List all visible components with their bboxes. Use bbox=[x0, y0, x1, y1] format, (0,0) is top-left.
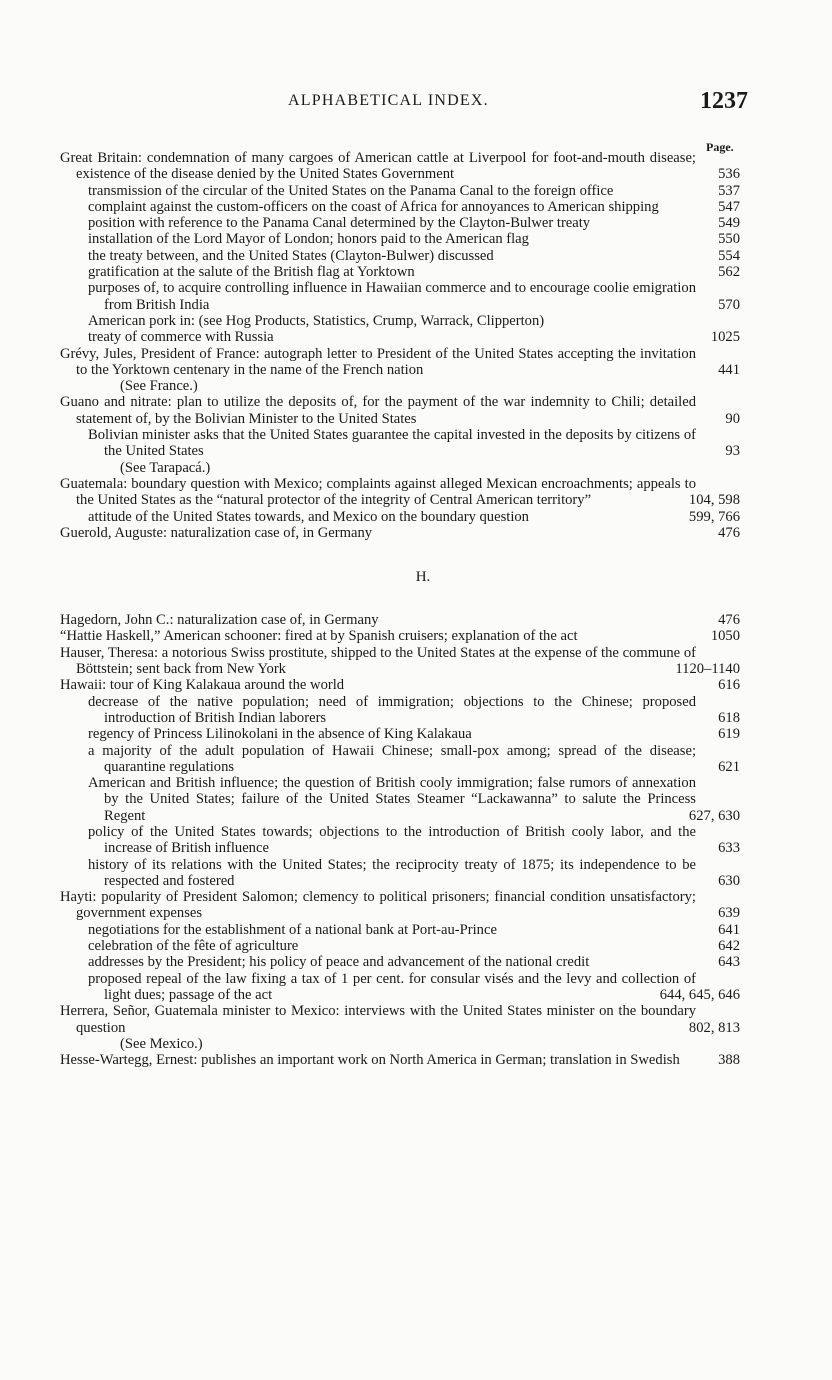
index-entry bbox=[88, 922, 740, 938]
entry-page: 549 bbox=[718, 215, 740, 232]
index-entry bbox=[88, 694, 740, 727]
entry-text: position with reference to the Panama Canal determined by the Clayton-Bulwer treaty bbox=[88, 215, 591, 232]
entry-text: treaty of commerce with Russia bbox=[88, 329, 274, 346]
page-column-label: Page. bbox=[706, 140, 734, 154]
index-entry bbox=[60, 645, 740, 678]
entry-page: 627, 630 bbox=[688, 807, 740, 824]
index-entry bbox=[88, 248, 740, 264]
index-entry bbox=[60, 525, 740, 541]
entry-text: (See France.) bbox=[120, 378, 198, 395]
entry-text: gratification at the salute of the British flag at Yorktown bbox=[88, 264, 415, 281]
entry-page: 639 bbox=[718, 905, 740, 922]
entry-text: Guerold, Auguste: naturalization case of, in Germany bbox=[60, 524, 373, 541]
entry-text: decrease of the native population; need of immigration; objections to the Chinese; proposed introduction of British Indian laborers bbox=[88, 693, 696, 726]
entry-text: Hauser, Theresa: a notorious Swiss prostitute, shipped to the United States at the expense of the commune of Böttstein; sent back from New York bbox=[60, 644, 696, 678]
entry-page: 93 bbox=[725, 443, 740, 460]
entry-page: 633 bbox=[718, 840, 740, 857]
index-entry bbox=[88, 857, 740, 890]
index-entry bbox=[88, 743, 740, 776]
entry-text: (See Tarapacá.) bbox=[120, 459, 211, 476]
entry-page: 537 bbox=[718, 182, 740, 199]
entry-page: 1025 bbox=[710, 329, 740, 346]
index-entry bbox=[88, 280, 740, 313]
entry-page: 618 bbox=[718, 709, 740, 726]
entry-page: 802, 813 bbox=[688, 1019, 740, 1036]
entry-page: 643 bbox=[718, 954, 740, 971]
entry-page: 388 bbox=[718, 1052, 740, 1069]
entry-text: Hagedorn, John C.: naturalization case of, in Germany bbox=[60, 612, 379, 629]
index-list-g bbox=[0, 150, 832, 541]
entry-text: addresses by the President; his policy of peace and advancement of the national credit bbox=[88, 954, 590, 971]
index-entry bbox=[88, 231, 740, 247]
index-entry bbox=[60, 346, 740, 379]
index-entry bbox=[60, 1003, 740, 1036]
index-entry bbox=[88, 183, 740, 199]
entry-page: 476 bbox=[718, 612, 740, 629]
running-head-title: ALPHABETICAL INDEX. bbox=[288, 92, 489, 109]
index-entry bbox=[60, 1052, 740, 1068]
index-entry bbox=[88, 313, 740, 329]
entry-page: 536 bbox=[718, 166, 740, 183]
index-entry bbox=[88, 427, 740, 460]
index-entry bbox=[88, 509, 740, 525]
entry-text: Herrera, Señor, Guatemala minister to Mexico: interviews with the United States minister on the boundary question bbox=[60, 1003, 696, 1036]
entry-page: 90 bbox=[725, 410, 740, 427]
entry-text: (See Mexico.) bbox=[120, 1035, 203, 1052]
index-entry bbox=[88, 775, 740, 824]
entry-text: Hesse-Wartegg, Ernest: publishes an important work on North America in German; translation in Swedish bbox=[60, 1052, 680, 1069]
entry-page: 1050 bbox=[710, 628, 740, 645]
index-entry bbox=[88, 215, 740, 231]
entry-page: 562 bbox=[718, 264, 740, 281]
index-entry bbox=[60, 476, 740, 509]
entry-text: American and British influence; the question of British cooly immigration; false rumors of annexation by the United States; failure of the United States Steamer “Lackawanna” to salute the Princess Regent bbox=[88, 775, 696, 824]
entry-page: 619 bbox=[718, 726, 740, 743]
entry-text: policy of the United States towards; objections to the introduction of British cooly labor, and the increase of British influence bbox=[88, 823, 696, 857]
entry-page: 616 bbox=[718, 677, 740, 694]
entry-text: transmission of the circular of the United States on the Panama Canal to the foreign office bbox=[88, 182, 614, 199]
index-entry bbox=[60, 150, 740, 183]
entry-text: “Hattie Haskell,” American schooner: fired at by Spanish cruisers; explanation of the act bbox=[60, 628, 578, 645]
entry-text: purposes of, to acquire controlling influence in Hawaiian commerce and to encourage coolie emigration from British India bbox=[88, 280, 696, 313]
index-entry bbox=[88, 938, 740, 954]
entry-text: Great Britain: condemnation of many cargoes of American cattle at Liverpool for foot-and-mouth disease; existence of the disease denied by the United States Government bbox=[60, 150, 696, 183]
index-entry bbox=[88, 199, 740, 215]
entry-text: Hayti: popularity of President Salomon; clemency to political prisoners; financial condition unsatisfactory; government expenses bbox=[60, 889, 696, 922]
index-body bbox=[0, 150, 832, 1068]
entry-page: 642 bbox=[718, 938, 740, 955]
index-entry bbox=[60, 394, 740, 427]
entry-page: 104, 598 bbox=[688, 492, 740, 509]
entry-page: 570 bbox=[718, 296, 740, 313]
entry-text: history of its relations with the United States; the reciprocity treaty of 1875; its independence to be respected and fostered bbox=[88, 856, 696, 889]
index-entry bbox=[88, 264, 740, 280]
entry-text: negotiations for the establishment of a national bank at Port-au-Prince bbox=[88, 921, 497, 938]
entry-page: 1120–1140 bbox=[675, 661, 740, 678]
entry-page: 476 bbox=[718, 524, 740, 541]
index-list-h bbox=[0, 612, 832, 1068]
entry-text: Grévy, Jules, President of France: autograph letter to President of the United States accepting the invitation to the Yorktown centenary in the name of the French nation bbox=[60, 345, 696, 378]
entry-text: proposed repeal of the law fixing a tax of 1 per cent. for consular visés and the levy and collection of light dues; passage of the act bbox=[88, 970, 696, 1003]
entry-page: 621 bbox=[718, 758, 740, 775]
index-entry bbox=[88, 971, 740, 1004]
entry-page: 641 bbox=[718, 921, 740, 938]
entry-text: Guatemala: boundary question with Mexico; complaints against alleged Mexican encroachments; appeals to the United States as the “natural protector of the integrity of Central American territory” bbox=[60, 475, 696, 509]
entry-text: complaint against the custom-officers on the coast of Africa for annoyances to American shipping bbox=[88, 198, 659, 215]
index-entry bbox=[60, 612, 740, 628]
entry-text: Guano and nitrate: plan to utilize the deposits of, for the payment of the war indemnity to Chili; detailed statement of, by the Bolivian Minister to the United States bbox=[60, 394, 696, 427]
entry-text: Bolivian minister asks that the United States guarantee the capital invested in the deposits by citizens of the United States bbox=[88, 427, 696, 460]
entry-text: celebration of the fête of agriculture bbox=[88, 938, 299, 955]
index-entry bbox=[88, 726, 740, 742]
entry-page: 644, 645, 646 bbox=[659, 986, 740, 1003]
entry-text: a majority of the adult population of Hawaii Chinese; small-pox among; spread of the disease; quarantine regulations bbox=[88, 742, 696, 775]
index-entry bbox=[60, 677, 740, 693]
index-entry bbox=[88, 954, 740, 970]
page-number: 1237 bbox=[700, 88, 748, 114]
entry-text: American pork in: (see Hog Products, Statistics, Crump, Warrack, Clipperton) bbox=[88, 312, 545, 329]
index-entry bbox=[120, 378, 740, 394]
entry-text: installation of the Lord Mayor of London; honors paid to the American flag bbox=[88, 231, 529, 248]
entry-page: 599, 766 bbox=[688, 508, 740, 525]
entry-text: attitude of the United States towards, and Mexico on the boundary question bbox=[88, 508, 529, 525]
index-entry bbox=[60, 628, 740, 644]
index-entry bbox=[60, 889, 740, 922]
entry-page: 550 bbox=[718, 231, 740, 248]
entry-text: regency of Princess Lilinokolani in the absence of King Kalakaua bbox=[88, 726, 472, 743]
entry-page: 554 bbox=[718, 247, 740, 264]
entry-text: Hawaii: tour of King Kalakaua around the world bbox=[60, 677, 345, 694]
index-entry bbox=[88, 824, 740, 857]
index-entry bbox=[88, 329, 740, 345]
entry-page: 441 bbox=[718, 361, 740, 378]
entry-text: the treaty between, and the United States (Clayton-Bulwer) discussed bbox=[88, 247, 494, 264]
entry-page: 630 bbox=[718, 872, 740, 889]
index-entry bbox=[120, 460, 740, 476]
entry-page: 547 bbox=[718, 198, 740, 215]
index-entry bbox=[120, 1036, 740, 1052]
section-letter-h: H. bbox=[415, 569, 431, 586]
